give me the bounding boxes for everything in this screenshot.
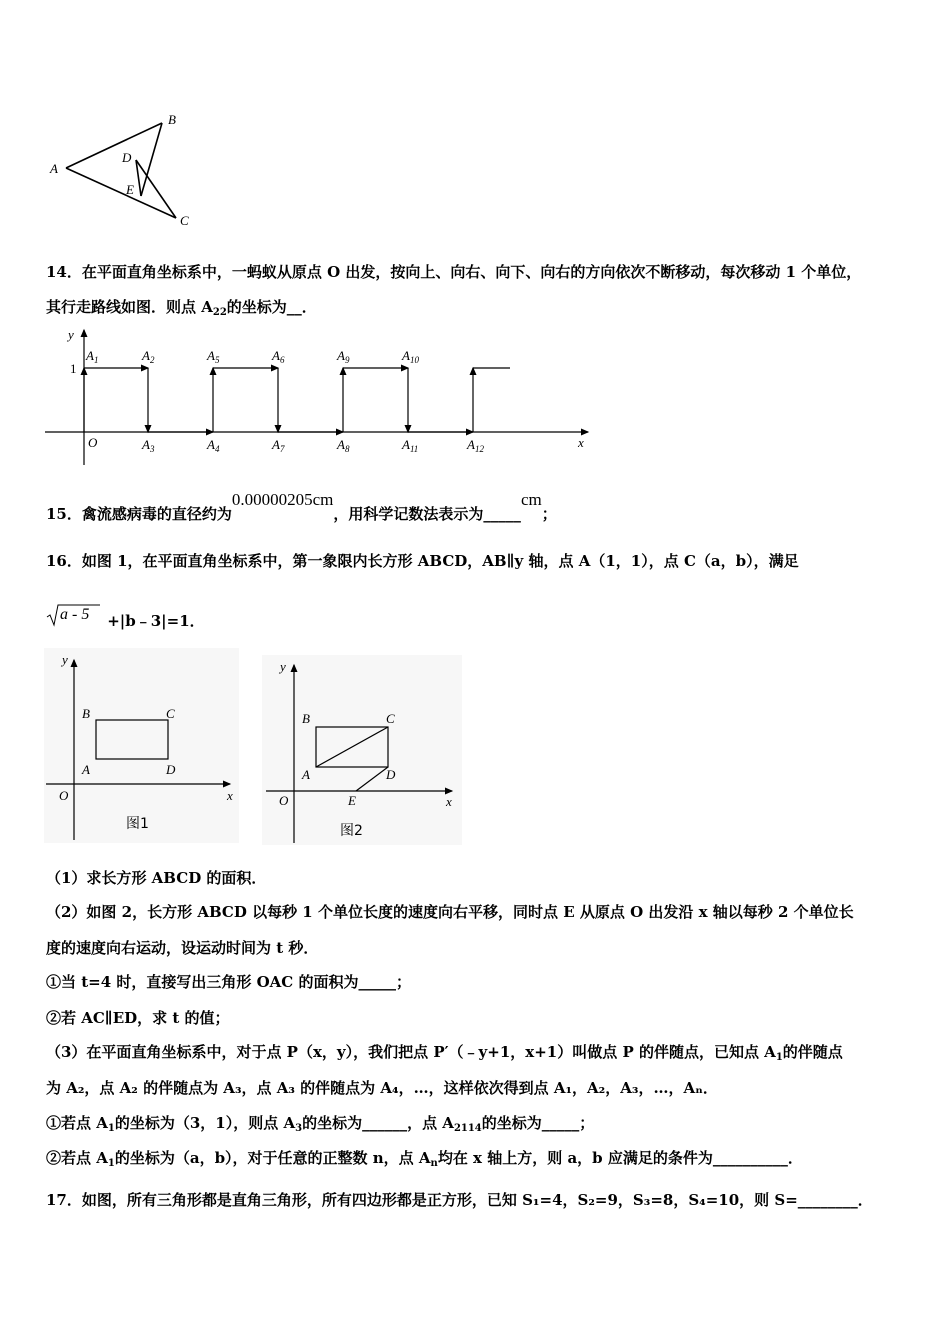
q16-p1: （1）求长方形 ABCD 的面积． [46, 869, 267, 887]
point-label-a8: $A_8$ [337, 437, 350, 454]
point-label-a4: $A_4$ [207, 437, 220, 454]
point-label-a11: $A_{11}$ [402, 437, 419, 454]
point-label-a2: $A_2$ [142, 348, 155, 365]
q16-p3c: ①若点 $A_1$的坐标为（3，1），则点 $A_3$的坐标为______，点 $A_{2114}$的坐标为_____； [46, 1114, 595, 1134]
point-label-a10: $A_{10}$ [402, 348, 419, 365]
fig2-a: A [302, 767, 310, 782]
point-label-a6: $A_6$ [272, 348, 285, 365]
label-a: A [50, 161, 58, 176]
fig1-c: C [166, 706, 175, 721]
q15-value: 0.00000205cm [231, 490, 334, 509]
q16-line1: 16．如图 1，在平面直角坐标系中，第一象限内长方形 ABCD，AB∥y 轴，点 A（1，1），点 C（a，b），满足 [46, 552, 799, 570]
fig2-o: O [279, 793, 289, 808]
fig2-x: x [446, 794, 452, 809]
fig1-o: O [59, 788, 69, 803]
point-label-a12: $A_{12}$ [467, 437, 484, 454]
point-label-a9: $A_9$ [337, 348, 350, 365]
fig2-caption: 图2 [340, 823, 363, 839]
q16-p2b: 度的速度向右运动，设运动时间为 t 秒． [46, 939, 319, 957]
unit-label: 1 [70, 361, 77, 376]
x-axis-label: x [578, 435, 584, 450]
y-axis-label: y [68, 327, 74, 342]
ant-path-graph [40, 325, 600, 470]
figure-1 [44, 648, 239, 843]
fig2-b: B [302, 711, 310, 726]
label-b: B [168, 112, 176, 127]
fig1-d: D [166, 762, 176, 777]
origin-label: O [88, 435, 98, 450]
fig1-caption: 图1 [126, 816, 149, 832]
sqrt-expr: a - 5 [60, 606, 90, 623]
label-e: E [126, 182, 134, 197]
q16-p3b: 为 A₂，点 A₂ 的伴随点为 A₃，点 A₃ 的伴随点为 A₄，…，这样依次得到点 A₁，A₂，A₃，…，Aₙ． [46, 1079, 718, 1097]
figure-2 [262, 655, 462, 845]
point-label-a7: $A_7$ [272, 437, 285, 454]
q16-p3a: （3）在平面直角坐标系中，对于点 P（x，y），我们把点 P′（﹣y+1，x+1）叫做点 P 的伴随点，已知点 $A_1$的伴随点 [46, 1043, 843, 1063]
fig2-c: C [386, 711, 395, 726]
q16-line2: a - 5 +|b﹣3|=1． [46, 603, 205, 633]
fig2-e: E [348, 793, 356, 808]
triangle-figure [40, 108, 210, 233]
fig1-a: A [82, 762, 90, 777]
q14-line2: 其行走路线如图．则点 $A_{22}$的坐标为__． [46, 298, 317, 318]
label-d: D [122, 150, 132, 165]
q16-p2d: ②若 AC∥ED，求 t 的值； [46, 1009, 230, 1027]
fig1-b: B [82, 706, 90, 721]
q14-line1: 14．在平面直角坐标系中，一蚂蚁从原点 O 出发，按向上、向右、向下、向右的方向依次不断移动，每次移动 1 个单位， [46, 263, 862, 281]
fig2-d: D [386, 767, 396, 782]
q17-line: 17．如图，所有三角形都是直角三角形，所有四边形都是正方形，已知 S₁=4，S₂=9，S₃=8，S₄=10，则 S=________． [46, 1191, 873, 1209]
fig2-y: y [280, 659, 286, 674]
fig1-x: x [227, 788, 233, 803]
label-c: C [180, 213, 189, 228]
q16-p2a: （2）如图 2，长方形 ABCD 以每秒 1 个单位长度的速度向右平移，同时点 E 从原点 O 出发沿 x 轴以每秒 2 个单位长 [46, 903, 854, 921]
q16-p2c: ①当 t=4 时，直接写出三角形 OAC 的面积为_____； [46, 973, 411, 991]
fig1-y: y [62, 652, 68, 667]
point-label-a5: $A_5$ [207, 348, 220, 365]
point-label-a3: $A_3$ [142, 437, 155, 454]
q15-line: 15．禽流感病毒的直径约为0.00000205cm，用科学记数法表示为_____cm； [46, 490, 557, 523]
q16-p3d: ②若点 $A_1$的坐标为（a，b），对于任意的正整数 n，点 $A_n$均在 x 轴上方，则 a，b 应满足的条件为__________． [46, 1149, 803, 1169]
point-label-a1: $A_1$ [86, 348, 99, 365]
